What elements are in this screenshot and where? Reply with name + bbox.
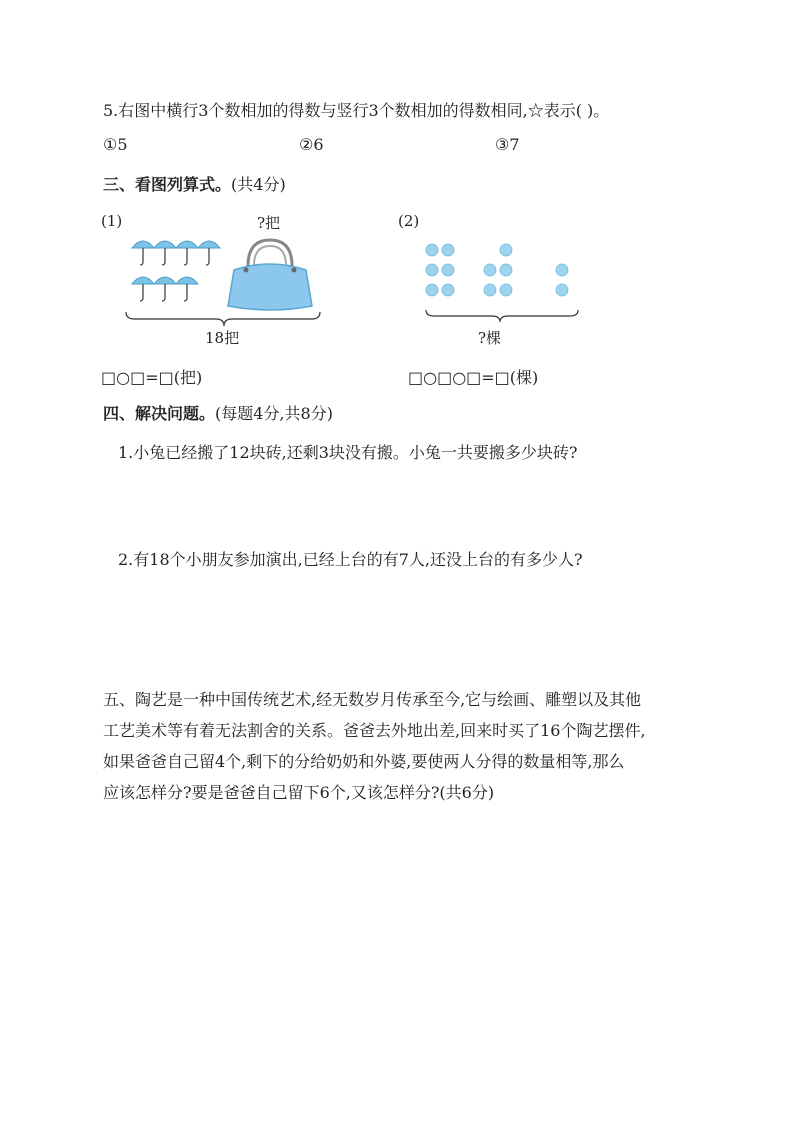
figure-1-question: ?把: [257, 214, 281, 232]
question-5-text: 5.右图中横行3个数相加的得数与竖行3个数相加的得数相同,☆表示( )。: [103, 101, 610, 120]
figure-2-label: (2): [398, 212, 420, 230]
section-5-line-3: 如果爸爸自己留4个,剩下的分给奶奶和外婆,要使两人分得的数量相等,那么: [103, 752, 625, 771]
figure-2-picture: [420, 236, 590, 326]
section-4-question-2: 2.有18个小朋友参加演出,已经上台的有7人,还没上台的有多少人?: [118, 550, 583, 569]
section-3-heading: [103, 172, 286, 195]
figure-2-formula: □○□○□=□(棵): [408, 368, 539, 387]
figure-1-label: (1): [101, 212, 123, 230]
figure-1-formula: □○□=□(把): [101, 368, 203, 387]
section-4-heading: [103, 401, 333, 424]
figure-1-picture: [120, 230, 330, 328]
section-5-line-2: 工艺美术等有着无法割舍的关系。爸爸去外地出差,回来时买了16个陶艺摆件,: [103, 721, 646, 740]
option-c: ③7: [495, 135, 520, 154]
section-3-score: (共4分): [231, 175, 286, 194]
section-5-paragraph: [103, 684, 733, 808]
option-b: ②6: [299, 135, 324, 154]
option-a: ①5: [103, 135, 128, 154]
tree-icon: [426, 244, 568, 296]
section-4-question-1: 1.小兔已经搬了12块砖,还剩3块没有搬。小兔一共要搬多少块砖?: [118, 443, 578, 462]
section-4-score: (每题4分,共8分): [215, 404, 333, 423]
section-4-title: 四、解决问题。: [103, 404, 216, 423]
section-3-title: 三、看图列算式。: [103, 175, 232, 194]
umbrella-icon: [132, 241, 220, 301]
bag-icon: [228, 240, 312, 310]
figure-1-total: 18把: [205, 329, 240, 347]
section-5-line-1: 五、陶艺是一种中国传统艺术,经无数岁月传承至今,它与绘画、雕塑以及其他: [103, 690, 642, 709]
section-5-line-4: 应该怎样分?要是爸爸自己留下6个,又该怎样分?(共6分): [103, 783, 495, 802]
figure-2-total: ?棵: [478, 329, 502, 347]
